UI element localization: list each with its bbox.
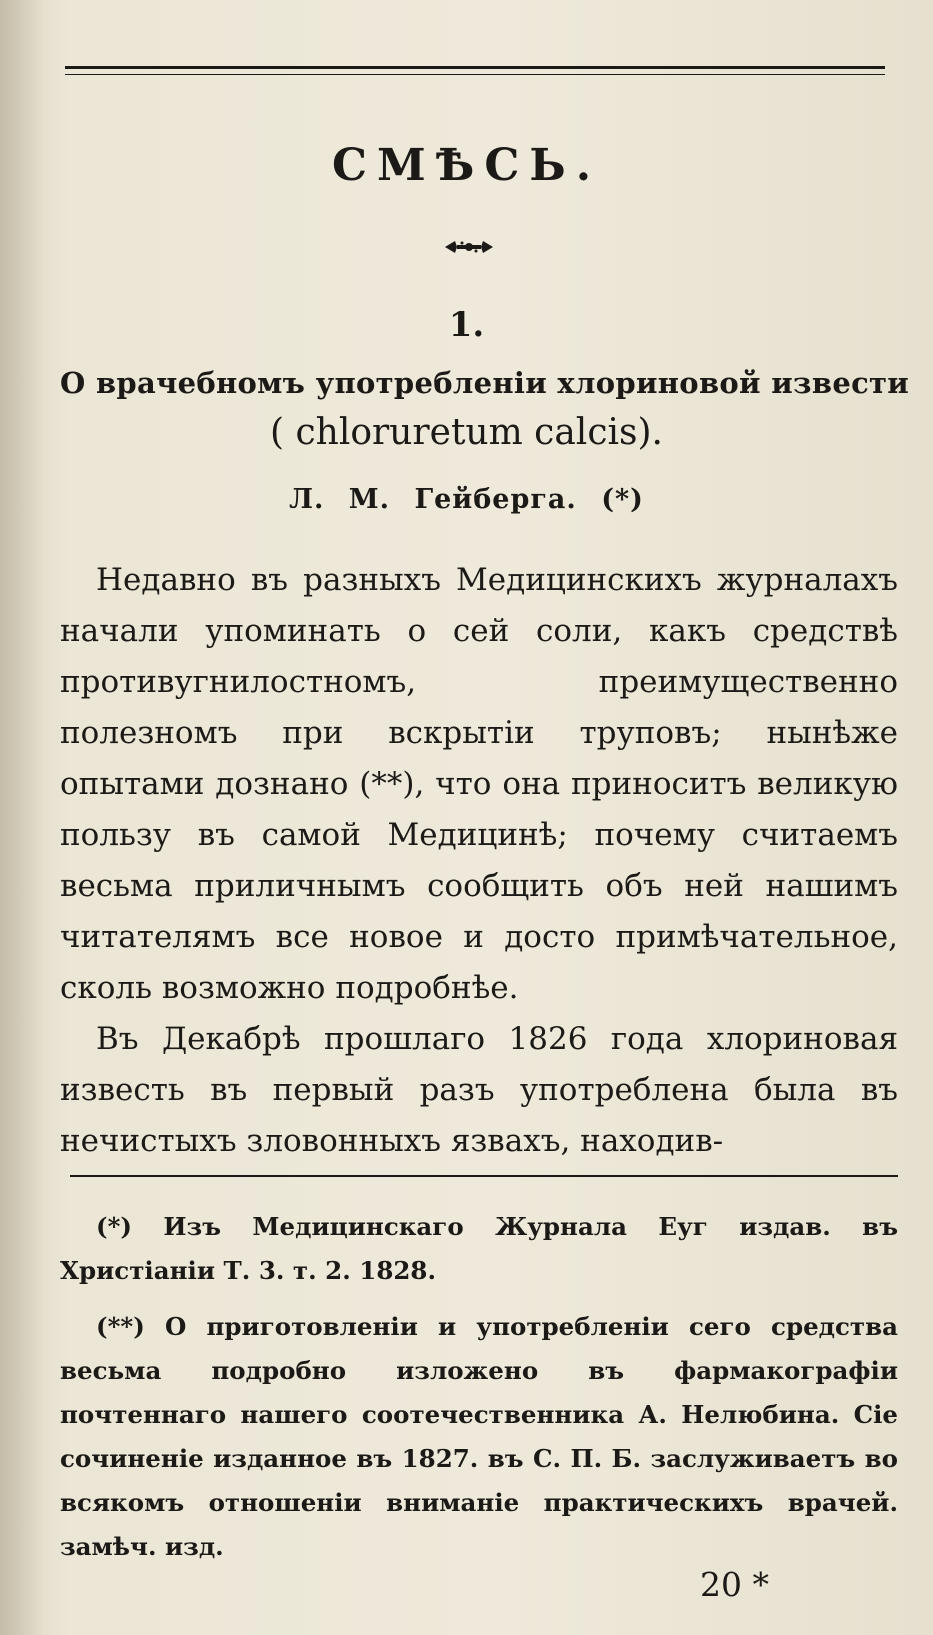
footnote-rule <box>70 1175 898 1177</box>
article-body <box>60 555 898 1167</box>
article-title: О врачебномъ употребленiи хлориновой извести <box>60 366 910 400</box>
footnote: (*) Изъ Медицинскаго Журнала Еуг издав. въ Христiанiи Т. 3. т. 2. 1828. <box>60 1212 898 1285</box>
signature-mark: 20 * <box>700 1565 769 1604</box>
paragraph: Недавно въ разныхъ Медицинскихъ журналахъ начали упоминать о сей соли, какъ средствѣ противугнилостномъ, преимущественно полезномъ при вскрытiи труповъ; нынѣже опытами дознано (**), что она приноситъ великую пользу въ самой Медицинѣ; почему считаемъ весьма приличнымъ сообщить объ ней нашимъ читателямъ все новое и досто примѣчательное, сколь возможно подробнѣе. <box>60 562 898 1006</box>
paragraph: Въ Декабрѣ прошлаго 1826 года хлориновая известь въ первый разъ употреблена была въ нечистыхъ зловонныхъ язвахъ, находив- <box>60 1021 898 1159</box>
header-double-rule <box>65 66 885 75</box>
section-number: 1. <box>448 305 485 345</box>
article-subtitle: ( chloruretum calcis). <box>270 412 663 453</box>
footnotes <box>60 1205 898 1581</box>
section-heading: СМѢСЬ. <box>331 140 602 191</box>
footnote: (**) О приготовленiи и употребленiи сего средства весьма подробно изложено въ фармакографiи почтеннаго нашего соотечественника А. Нелюбина. Сiе сочиненiе изданное въ 1827. въ С. П. Б. заслуживаетъ во всякомъ отношенiи вниманiе практическихъ врачей. замѣч. изд. <box>60 1312 898 1561</box>
article-author: Л. М. Гейберга. (*) <box>289 484 644 515</box>
ornament-icon <box>443 238 495 256</box>
